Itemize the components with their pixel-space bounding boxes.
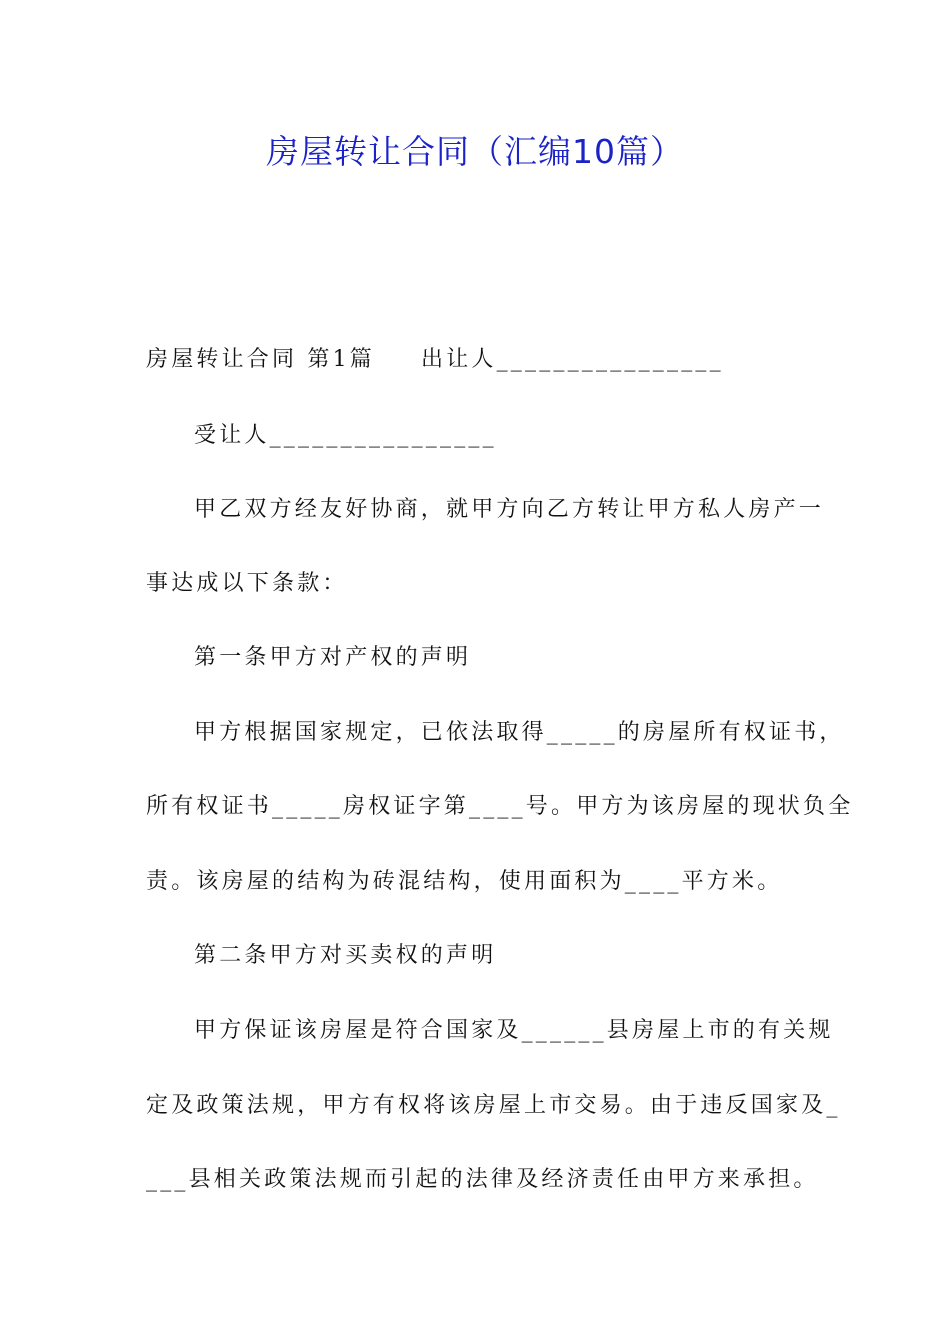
section-heading: 房屋转让合同 第1篇 xyxy=(146,347,375,372)
paragraph-line: 所有权证书_____房权证字第____号。甲方为该房屋的现状负全 xyxy=(146,794,854,819)
clause-heading: 第二条甲方对买卖权的声明 xyxy=(194,943,497,968)
paragraph-line: ___县相关政策法规而引起的法律及经济责任由甲方来承担。 xyxy=(146,1167,819,1192)
transferee-field: 受让人________________ xyxy=(194,423,497,448)
paragraph-line: 甲方根据国家规定，已依法取得_____的房屋所有权证书， xyxy=(194,720,845,745)
clause-heading: 第一条甲方对产权的声明 xyxy=(194,645,472,670)
paragraph-line: 责。该房屋的结构为砖混结构，使用面积为____平方米。 xyxy=(146,869,783,894)
paragraph-line: 定及政策法规，甲方有权将该房屋上市交易。由于违反国家及_ xyxy=(146,1093,841,1118)
first-line xyxy=(146,343,816,377)
paragraph-line: 甲乙双方经友好协商，就甲方向乙方转让甲方私人房产一 xyxy=(194,497,825,522)
paragraph-line: 事达成以下条款： xyxy=(146,571,348,596)
paragraph-line: 甲方保证该房屋是符合国家及______县房屋上市的有关规 xyxy=(194,1018,834,1043)
transferor-field: 出让人________________ xyxy=(421,347,724,372)
document-title: 房屋转让合同（汇编10篇） xyxy=(266,132,684,171)
